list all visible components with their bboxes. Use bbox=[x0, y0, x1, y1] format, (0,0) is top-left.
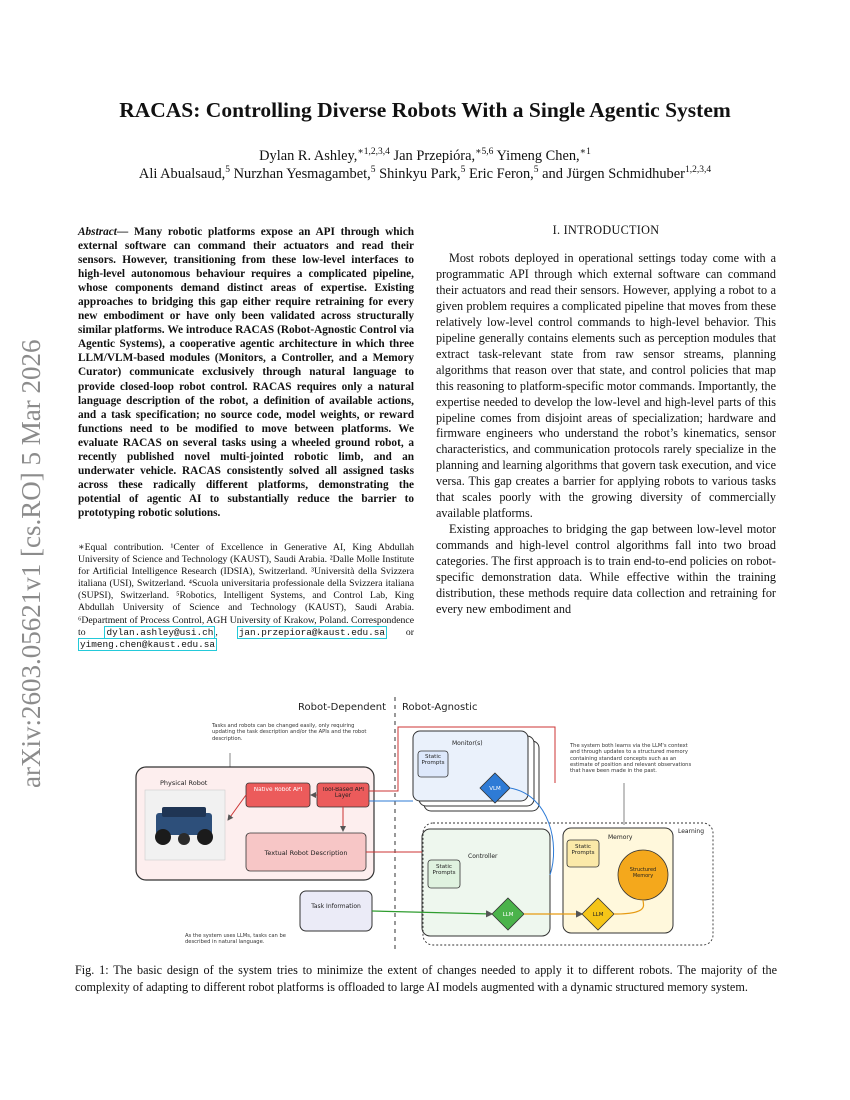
memory-llm-label: LLM bbox=[592, 912, 604, 918]
paper-title: RACAS: Controlling Diverse Robots With a Single Agentic System bbox=[119, 98, 731, 122]
structured-memory-label: Structured Memory bbox=[629, 867, 657, 879]
author-line-2 bbox=[0, 165, 850, 183]
footnote-text: ∗Equal contribution. ¹Center of Excellence in Generative AI, King Abdullah University of Science and Technology (KAUST), Saudi Arabia. ²Dalle Molle Institute for Artificial Intelligence Research (IDSIA), Switzerland. ³Università della Svizzera italiana (USI), Switzerland. ⁴Scuola universitaria professionale della Svizzera italiana (SUPSI), Switzerland. ⁵Robotics, Intelligent Systems, and Control Lab, King Abdullah University of Science and Technology (KAUST), Saudi Arabia. ⁶Department of Process Control, AGH University of Krakow, Poland. Correspondence to bbox=[78, 542, 414, 638]
controller-static-prompts-label: Static Prompts bbox=[432, 864, 456, 876]
task-information-label: Task Information bbox=[311, 903, 361, 910]
email-link-3[interactable]: yimeng.chen@kaust.edu.sa bbox=[80, 638, 216, 650]
section-heading: I. INTRODUCTION bbox=[552, 223, 660, 237]
native-api-label: Native Robot API bbox=[253, 787, 303, 793]
paragraph: Most robots deployed in operational settings today come with a programmatic API through which external software can command their actuators and read their sensors. However, applying a robot to a given problem requires a complicated pipeline that moves from these relatively low-level control commands to high-level behavior. This pipeline generally contains elements such as perception modules that extract task-relevant state from raw sensor streams, planning algorithms that reason over that state, and control policies that map this reasoning to platform-specific motor commands. Importantly, the expertise needed to develop the low-level and high-level parts of this pipeline comes from disjoint areas of specialization; hardware and firmware engineers who understand the robot’s kinematics, sensor characteristics, and communication protocols rarely specialize in the planning and learning algorithms that govern task execution, and vice versa. This gap creates a barrier for applying robots to various tasks that scales poorly with the growing diversity of commercially available platforms. bbox=[436, 251, 776, 521]
author-line-1 bbox=[0, 146, 850, 165]
author: Eric Feron,$^5$ bbox=[469, 165, 539, 182]
note-tasks: Tasks and robots can be changed easily, only requiring updating the task description and/or the APIs and the robot description. bbox=[212, 723, 367, 742]
introduction-body bbox=[436, 251, 776, 618]
learning-label: Learning bbox=[678, 828, 705, 835]
separator: , bbox=[215, 626, 218, 638]
monitor-static-prompts-label: Static Prompts bbox=[421, 754, 445, 766]
figure-caption: Fig. 1: The basic design of the system tries to minimize the extent of changes needed to apply it to different robots. The majority of the complexity of adapting to different robot platforms is offloaded to large AI models augmented with a dynamic structured memory system. bbox=[75, 963, 777, 994]
arxiv-id-text: arXiv:2603.05621v1 [cs.RO] 5 Mar 2026 bbox=[16, 339, 46, 788]
physical-robot-label: Physical Robot bbox=[160, 779, 208, 787]
robot-icon bbox=[155, 807, 213, 845]
author: and Jürgen Schmidhuber$^{1,2,3,4}$ bbox=[542, 165, 712, 182]
figure-1 bbox=[130, 695, 720, 955]
author: Dylan R. Ashley,$^{∗1,2,3,4}$ bbox=[259, 147, 390, 164]
arxiv-identifier bbox=[6, 300, 46, 800]
abstract-label: Abstract bbox=[78, 226, 117, 238]
memory-label: Memory bbox=[608, 834, 633, 841]
email-link-1[interactable]: dylan.ashley@usi.ch bbox=[106, 626, 214, 638]
abstract bbox=[78, 225, 414, 520]
abstract-text: — Many robotic platforms expose an API through which external software can command their actuators and read their sensors. However, transitioning from these low-level interfaces to high-level autonomous behaviour requires a complicated pipeline, whose components demand distinct areas of expertise. Existing approaches to bridging this gap either require retraining for every new embodiment or have only been validated across structurally similar platforms. We introduce RACAS (Robot-Agnostic Control via Agentic Systems), a cooperative agentic architecture in which three LLM/VLM-based modules (Monitors, a Controller, and a Memory Curator) communicate exclusively through natural language to provide closed-loop robot control. RACAS requires only a natural language description of the robot, a definition of available actions, and a task specification; no source code, model weights, or reward functions need to be modified to move between platforms. We evaluate RACAS on several tasks using a wheeled ground robot, a recently published novel multi-jointed robotic limb, and an underwater vehicle. RACAS consistently solved all assigned tasks across these radically different platforms, demonstrating the potential of agentic AI to substantially reduce the barrier to prototyping robotic solutions. bbox=[78, 226, 414, 519]
paragraph: Existing approaches to bridging the gap between low-level motor commands and high-level control algorithms fall into two broad categories. The first approach is to train end-to-end policies on robot-specific demonstration data. While effective within the training distribution, these methods require data collection and retraining for every new embodiment and bbox=[436, 522, 776, 616]
author: Shinkyu Park,$^5$ bbox=[379, 165, 466, 182]
textual-description-label: Textual Robot Description bbox=[264, 849, 348, 857]
author: Ali Abualsaud,$^5$ bbox=[138, 165, 231, 182]
vlm-label: VLM bbox=[489, 786, 501, 792]
author: Nurzhan Yesmagambet,$^5$ bbox=[233, 165, 376, 182]
email-link-2[interactable]: jan.przepiora@kaust.edu.sa bbox=[238, 626, 385, 638]
note-llm: As the system uses LLMs, tasks can be described in natural language. bbox=[185, 933, 286, 946]
note-memory: The system both learns via the LLM's context and through updates to a structured memory containing standard concepts such as an estimate of position and relevant observations that have been made in the past. bbox=[570, 743, 692, 775]
author: Yimeng Chen,$^{∗1}$ bbox=[496, 147, 591, 164]
separator: or bbox=[405, 626, 414, 638]
author: Jan Przepióra,$^{∗5,6}$ bbox=[393, 147, 494, 164]
controller-label: Controller bbox=[468, 853, 498, 860]
robot-dependent-label: Robot-Dependent bbox=[298, 702, 387, 713]
tool-api-label: Tool-Based API Layer bbox=[322, 787, 364, 799]
robot-agnostic-label: Robot-Agnostic bbox=[402, 702, 478, 713]
controller-llm-label: LLM bbox=[502, 912, 514, 918]
footnote bbox=[78, 542, 414, 651]
memory-static-prompts-label: Static Prompts bbox=[571, 844, 595, 856]
monitors-label: Monitor(s) bbox=[452, 740, 483, 747]
